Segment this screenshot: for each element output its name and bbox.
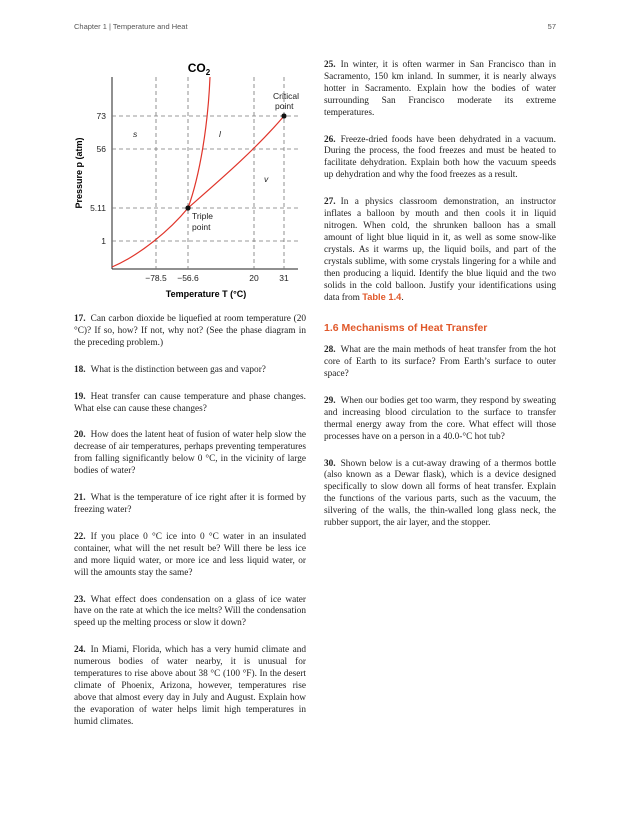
question-25: 25. In winter, it is often warmer in San Francisco than in Sacramento, 150 km inland. In summer, it is nearly always hotter in Sacramento. Explain how the bodies of water surrounding San Francisco moderate its extreme temperatures. — [324, 60, 556, 118]
question-22: 22. If you place 0 °C ice into 0 °C water in an insulated container, what will the net result be? Will there be less ice and more liquid water, or more ice and less liquid water, or will the amounts stay the same? — [74, 531, 306, 578]
question-19: 19. Heat transfer can cause temperature and phase changes. What else can cause these changes? — [74, 391, 306, 414]
x-tick-566: −56.6 — [177, 273, 199, 283]
question-17: 17. Can carbon dioxide be liquefied at room temperature (20 °C)? If so, how? If not, why not? (See the phase diagram in the preceding problem.) — [74, 314, 306, 348]
x-tick-31: 31 — [279, 273, 289, 283]
critical-point-marker — [281, 113, 286, 118]
question-30: 30. Shown below is a cut-away drawing of a thermos bottle (also known as a Dewar flask), which is a device designed specifically to slow down all forms of heat transfer. Explain the functions of the various parts, such as the vacuum, the silvering of the walls, the thin-walled long glass neck, the rubber support, the air layer, and the stopper. — [324, 458, 556, 529]
table-1-4-link[interactable]: Table 1.4 — [362, 292, 402, 303]
y-tick-73: 73 — [96, 111, 106, 121]
question-26: 26. Freeze-dried foods have been dehydrated in a vacuum. During the process, the food freezes and must be heated to facilitate dehydration. Explain both how the vacuum speeds up dehydration and why the food freezes as a result. — [324, 134, 556, 181]
region-vapor: v — [264, 174, 269, 184]
question-21: 21. What is the temperature of ice right after it is formed by freezing water? — [74, 493, 306, 515]
question-29: 29. When our bodies get too warm, they respond by sweating and increasing blood circulation to the surface to transfer thermal energy away from the core. What effect will those processes have on a person in a 40.0-°C hot tub? — [324, 395, 556, 442]
chapter-header: Chapter 1 | Temperature and Heat — [74, 22, 188, 31]
question-24: 24. In Miami, Florida, which has a very humid climate and numerous bodies of water nearby, it is unusual for temperatures to rise above about 38 °C (100 °F). In the desert climate of Phoenix, Arizona, however, temperatures rise above that almost every day in July and August. Explain how the evaporation of water helps limit high temperatures in humid climates. — [74, 645, 306, 727]
triple-label-1: Triple — [192, 211, 213, 221]
page-number: 57 — [547, 22, 556, 31]
triple-label-2: point — [192, 222, 211, 232]
y-tick-56: 56 — [96, 144, 106, 154]
question-28: 28. What are the main methods of heat transfer from the hot core of Earth to its surface? From Earth’s surface to outer space? — [324, 345, 556, 380]
x-tick-20: 20 — [249, 273, 259, 283]
x-axis-title: Temperature T (°C) — [165, 289, 247, 299]
y-axis-title: Pressure p (atm) — [74, 137, 84, 209]
region-liquid: l — [219, 129, 221, 139]
melting-curve — [188, 77, 210, 208]
y-tick-511: 5.11 — [90, 203, 106, 213]
question-20: 20. How does the latent heat of fusion of water help slow the decrease of air temperatures, perhaps preventing temperatures from falling significantly below 0 °C, in the vicinity of large bodies of water? — [74, 430, 306, 477]
triple-point-marker — [185, 205, 190, 210]
chart-title: $CO_2$ — [187, 61, 211, 77]
y-tick-1: 1 — [101, 236, 106, 246]
question-27: 27. In a physics classroom demonstration, an instructor inflates a balloon by mouth and then cools it in liquid nitrogen. When cold, the shrunken balloon has a small amount of light blue liquid in it, as well as some snow-like crystals. As it warms up, the liquid boils, and part of the crystals sublime, with some crystals lingering for a while and then producing a liquid. Identify the blue liquid and the two solids in the cold balloon. Justify your identifications using data from Table 1.4. — [324, 197, 556, 304]
question-23: 23. What effect does condensation on a glass of ice water have on the rate at which the ice melts? Will the condensation speed up the melting process or slow it down? — [74, 594, 306, 629]
question-18: 18. What is the distinction between gas and vapor? — [74, 364, 266, 375]
right-column — [324, 60, 556, 545]
left-column — [74, 314, 306, 744]
co2-phase-diagram — [70, 55, 310, 305]
critical-label-1: Critical — [273, 91, 299, 101]
critical-label-2: point — [275, 101, 294, 111]
sublimation-curve — [112, 208, 188, 267]
region-solid: s — [133, 129, 138, 139]
x-tick-785: −78.5 — [145, 273, 167, 283]
section-title: 1.6 Mechanisms of Heat Transfer — [324, 322, 488, 335]
vaporization-curve — [188, 116, 284, 208]
